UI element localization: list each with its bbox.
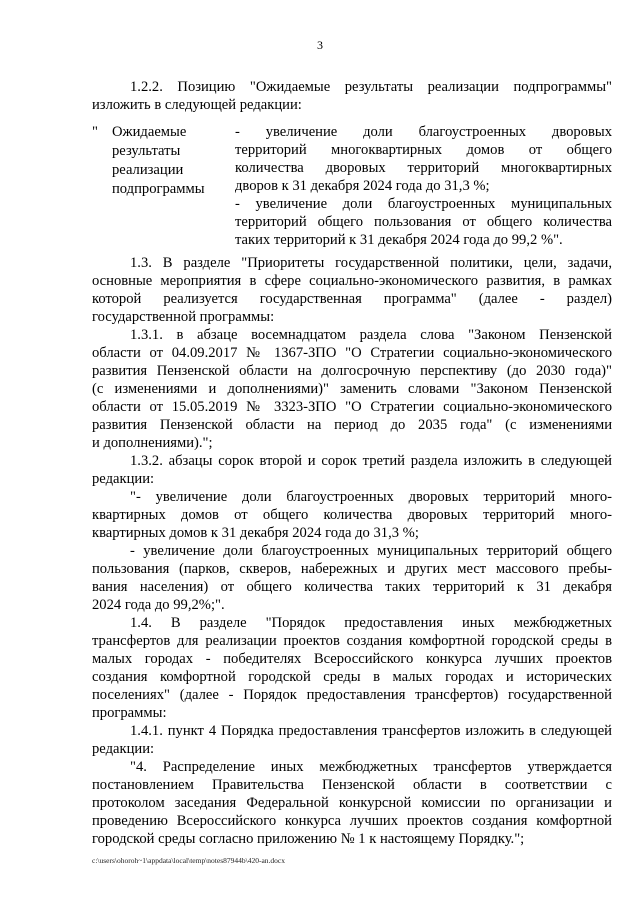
text-line: программы: xyxy=(92,705,167,721)
text-line: области от 15.05.2019 № 3323-ЗПО "О Стратегии социально-экономического xyxy=(92,399,612,415)
text-line: "4. Распределение иных межбюджетных трансфертов утверждается xyxy=(130,759,612,775)
text-line: 1.3.2. абзацы сорок второй и сорок третий раздела изложить в следующей xyxy=(130,453,612,469)
text-line: "- увеличение доли благоустроенных дворовых территорий много- xyxy=(130,489,612,505)
table-value-line: таких территорий к 31 декабря 2024 года до 99,2 %". xyxy=(235,232,563,248)
text-line: государственной программы: xyxy=(92,309,275,325)
table-label-line: результаты xyxy=(112,143,181,159)
text-line: 1.2.2. Позицию "Ожидаемые результаты реализации подпрограммы" xyxy=(130,79,612,95)
footer-file-path: c:\users\ohoroh~1\appdata\local\temp\notes87944b\420-an.docx xyxy=(92,856,285,865)
table-value-line: - увеличение доли благоустроенных муниципальных xyxy=(235,196,612,212)
text-line: 1.3. В разделе "Приоритеты государственной политики, цели, задачи, xyxy=(130,255,612,271)
text-line: малых городах - победителях Всероссийского конкурса лучших проектов xyxy=(92,651,612,667)
table-label-line: Ожидаемые xyxy=(112,124,187,140)
text-line: основные мероприятия в сфере социально-экономического развития, в рамках xyxy=(92,273,612,289)
table-value-line: количества дворовых территорий многоквартирных xyxy=(235,160,612,176)
text-line: развития Пензенской области на долгосрочную перспективу (до 2030 года)" xyxy=(92,363,612,379)
text-line: изложить в следующей редакции: xyxy=(92,97,302,113)
opening-quote: " xyxy=(92,124,98,140)
text-line: квартирных домов к 31 декабря 2024 года до 31,3 %; xyxy=(92,525,419,541)
text-line: проведению Всероссийского конкурса лучших проектов создания комфортной xyxy=(92,813,612,829)
text-line: 1.3.1. в абзаце восемнадцатом раздела слова "Законом Пензенской xyxy=(130,327,612,343)
text-line: развития Пензенской области на период до 2035 года" (с изменениями xyxy=(92,417,612,433)
page-number: 3 xyxy=(317,38,323,52)
text-line: вания населения) от общего количества таких территорий к 31 декабря xyxy=(92,579,612,595)
text-line: квартирных домов от общего количества дворовых территорий много- xyxy=(92,507,612,523)
table-value-line: территорий многоквартирных домов от общего xyxy=(235,142,612,158)
text-line: постановлением Правительства Пензенской области в соответствии с xyxy=(92,777,612,793)
text-line: пользования (парков, скверов, набережных и других мест массового пребы- xyxy=(92,561,612,577)
table-value-line: территорий общего пользования от общего количества xyxy=(235,214,612,230)
table-label-line: реализации xyxy=(112,162,184,178)
text-line: 1.4.1. пункт 4 Порядка предоставления трансфертов изложить в следующей xyxy=(130,723,612,739)
text-line: области от 04.09.2017 № 1367-ЗПО "О Стратегии социально-экономического xyxy=(92,345,612,361)
text-line: создания комфортной городской среды в малых городах и исторических xyxy=(92,669,612,685)
text-line: 1.4. В разделе "Порядок предоставления иных межбюджетных xyxy=(130,615,612,631)
table-value-line: - увеличение доли благоустроенных дворовых xyxy=(235,124,612,140)
table-label-line: подпрограммы xyxy=(112,181,205,197)
text-line: редакции: xyxy=(92,741,155,757)
text-line: (с изменениями и дополнениями)" заменить словами "Законом Пензенской xyxy=(92,381,612,397)
text-line: редакции: xyxy=(92,471,155,487)
text-line: городской среды согласно приложению № 1 к настоящему Порядку."; xyxy=(92,831,525,847)
text-line: поселениях" (далее - Порядок предоставления трансфертов) государственной xyxy=(92,687,612,703)
text-line: трансфертов для реализации проектов создания комфортной городской среды в xyxy=(92,633,612,649)
text-line: протоколом заседания Федеральной конкурсной комиссии по организации и xyxy=(92,795,612,811)
text-line: - увеличение доли благоустроенных муниципальных территорий общего xyxy=(130,543,612,559)
text-line: которой реализуется государственная программа" (далее - раздел) xyxy=(92,291,612,307)
table-value-line: дворов к 31 декабря 2024 года до 31,3 %; xyxy=(235,178,490,194)
text-line: 2024 года до 99,2%;". xyxy=(92,597,225,613)
text-line: и дополнениями)."; xyxy=(92,435,213,451)
